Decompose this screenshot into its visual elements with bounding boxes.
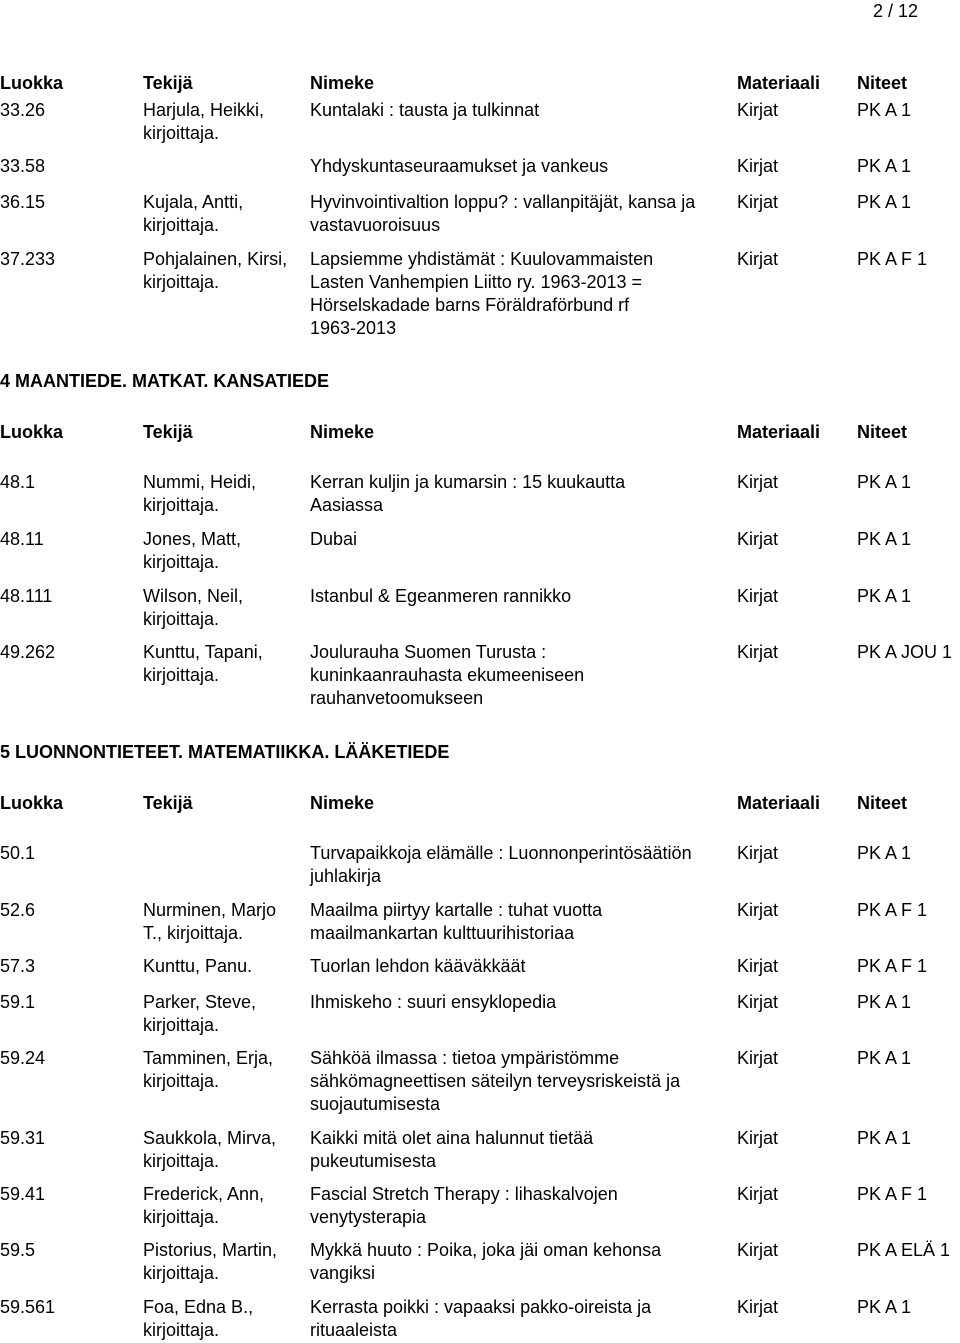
- cell-nimeke-line: Istanbul & Egeanmeren rannikko: [310, 586, 572, 606]
- cell-luokka: 59.41: [0, 1184, 46, 1204]
- cell-nimeke-line: Kuntalaki : tausta ja tulkinnat: [310, 100, 540, 120]
- cell-nimeke-line: Turvapaikkoja elämälle : Luonnonperintösäätiön: [310, 843, 692, 863]
- cell-niteet: PK A 1: [857, 843, 912, 863]
- header-tekija: Tekijä: [143, 73, 193, 93]
- header-materiaali: Materiaali: [737, 73, 821, 93]
- cell-niteet: PK A 1: [857, 156, 912, 176]
- cell-tekija-line: T., kirjoittaja.: [143, 923, 244, 943]
- cell-nimeke-line: vastavuoroisuus: [310, 215, 441, 235]
- cell-luokka: 59.561: [0, 1297, 56, 1317]
- cell-tekija-line: Harjula, Heikki,: [143, 100, 265, 120]
- cell-materiaali: Kirjat: [737, 192, 779, 212]
- cell-tekija-line: Nummi, Heidi,: [143, 472, 257, 492]
- cell-niteet: PK A ELÄ 1: [857, 1240, 951, 1260]
- cell-materiaali: Kirjat: [737, 642, 779, 662]
- cell-niteet: PK A F 1: [857, 956, 928, 976]
- cell-nimeke-line: Fascial Stretch Therapy : lihaskalvojen: [310, 1184, 618, 1204]
- header-niteet: Niteet: [857, 422, 908, 442]
- cell-luokka: 33.58: [0, 156, 46, 176]
- cell-nimeke-line: Yhdyskuntaseuraamukset ja vankeus: [310, 156, 609, 176]
- cell-luokka: 57.3: [0, 956, 36, 976]
- page-number: 2 / 12: [872, 1, 918, 21]
- cell-luokka: 36.15: [0, 192, 46, 212]
- cell-nimeke-line: venytysterapia: [310, 1207, 427, 1227]
- cell-niteet: PK A 1: [857, 586, 912, 606]
- cell-niteet: PK A 1: [857, 1048, 912, 1068]
- cell-niteet: PK A 1: [857, 1297, 912, 1317]
- header-tekija: Tekijä: [143, 422, 193, 442]
- cell-niteet: PK A F 1: [857, 900, 928, 920]
- cell-tekija-line: kirjoittaja.: [143, 215, 220, 235]
- cell-materiaali: Kirjat: [737, 992, 779, 1012]
- cell-tekija-line: Foa, Edna B.,: [143, 1297, 254, 1317]
- cell-niteet: PK A F 1: [857, 249, 928, 269]
- cell-tekija-line: Tamminen, Erja,: [143, 1048, 274, 1068]
- cell-niteet: PK A 1: [857, 992, 912, 1012]
- cell-tekija-line: Kujala, Antti,: [143, 192, 244, 212]
- cell-tekija-line: Saukkola, Mirva,: [143, 1128, 277, 1148]
- header-luokka: Luokka: [0, 73, 64, 93]
- header-nimeke: Nimeke: [310, 793, 375, 813]
- header-luokka: Luokka: [0, 422, 64, 442]
- cell-materiaali: Kirjat: [737, 1184, 779, 1204]
- cell-nimeke-line: Kerran kuljin ja kumarsin : 15 kuukautta: [310, 472, 626, 492]
- cell-niteet: PK A 1: [857, 529, 912, 549]
- cell-niteet: PK A 1: [857, 192, 912, 212]
- cell-nimeke-line: Hörselskadade barns Föräldraförbund rf: [310, 295, 630, 315]
- cell-nimeke-line: Lasten Vanhempien Liitto ry. 1963-2013 =: [310, 272, 643, 292]
- cell-luokka: 59.1: [0, 992, 36, 1012]
- cell-materiaali: Kirjat: [737, 956, 779, 976]
- cell-tekija-line: Kunttu, Tapani,: [143, 642, 263, 662]
- header-tekija: Tekijä: [143, 793, 193, 813]
- cell-nimeke-line: suojautumisesta: [310, 1094, 441, 1114]
- header-niteet: Niteet: [857, 73, 908, 93]
- cell-luokka: 37.233: [0, 249, 56, 269]
- cell-luokka: 48.11: [0, 529, 44, 549]
- section-heading-5: 5 LUONNONTIETEET. MATEMATIIKKA. LÄÄKETIEDE: [0, 742, 450, 762]
- cell-nimeke-line: Aasiassa: [310, 495, 384, 515]
- cell-tekija-line: kirjoittaja.: [143, 552, 220, 572]
- cell-nimeke-line: vangiksi: [310, 1263, 376, 1283]
- cell-materiaali: Kirjat: [737, 1048, 779, 1068]
- cell-tekija-line: Pohjalainen, Kirsi,: [143, 249, 288, 269]
- cell-nimeke-line: Tuorlan lehdon kääväkkäät: [310, 956, 526, 976]
- cell-nimeke-line: Dubai: [310, 529, 358, 549]
- cell-tekija-line: Wilson, Neil,: [143, 586, 244, 606]
- cell-niteet: PK A 1: [857, 100, 912, 120]
- cell-nimeke-line: rituaaleista: [310, 1320, 398, 1340]
- cell-niteet: PK A JOU 1: [857, 642, 953, 662]
- cell-nimeke-line: Maailma piirtyy kartalle : tuhat vuotta: [310, 900, 603, 920]
- cell-tekija-line: kirjoittaja.: [143, 123, 220, 143]
- header-nimeke: Nimeke: [310, 73, 375, 93]
- cell-luokka: 33.26: [0, 100, 46, 120]
- cell-materiaali: Kirjat: [737, 529, 779, 549]
- cell-materiaali: Kirjat: [737, 1128, 779, 1148]
- cell-luokka: 52.6: [0, 900, 36, 920]
- cell-luokka: 50.1: [0, 843, 36, 863]
- cell-nimeke-line: juhlakirja: [310, 866, 382, 886]
- cell-materiaali: Kirjat: [737, 100, 779, 120]
- cell-tekija-line: kirjoittaja.: [143, 665, 220, 685]
- cell-luokka: 59.31: [0, 1128, 46, 1148]
- cell-nimeke-line: kuninkaanrauhasta ekumeeniseen: [310, 665, 585, 685]
- cell-nimeke-line: Lapsiemme yhdistämät : Kuulovammaisten: [310, 249, 654, 269]
- cell-tekija-line: kirjoittaja.: [143, 609, 220, 629]
- cell-materiaali: Kirjat: [737, 249, 779, 269]
- cell-nimeke-line: Hyvinvointivaltion loppu? : vallanpitäjät, kansa ja: [310, 192, 696, 212]
- cell-nimeke-line: 1963-2013: [310, 318, 397, 338]
- cell-tekija-line: kirjoittaja.: [143, 1263, 220, 1283]
- cell-niteet: PK A 1: [857, 1128, 912, 1148]
- header-luokka: Luokka: [0, 793, 64, 813]
- cell-tekija-line: kirjoittaja.: [143, 1071, 220, 1091]
- cell-luokka: 59.5: [0, 1240, 36, 1260]
- cell-nimeke-line: Kerrasta poikki : vapaaksi pakko-oireista ja: [310, 1297, 652, 1317]
- cell-luokka: 48.1: [0, 472, 36, 492]
- cell-niteet: PK A 1: [857, 472, 912, 492]
- header-niteet: Niteet: [857, 793, 908, 813]
- cell-tekija-line: kirjoittaja.: [143, 1207, 220, 1227]
- cell-tekija-line: Frederick, Ann,: [143, 1184, 265, 1204]
- cell-nimeke-line: Joulurauha Suomen Turusta :: [310, 642, 547, 662]
- cell-nimeke-line: pukeutumisesta: [310, 1151, 437, 1171]
- header-nimeke: Nimeke: [310, 422, 375, 442]
- cell-materiaali: Kirjat: [737, 472, 779, 492]
- cell-materiaali: Kirjat: [737, 843, 779, 863]
- cell-materiaali: Kirjat: [737, 156, 779, 176]
- header-materiaali: Materiaali: [737, 793, 821, 813]
- cell-materiaali: Kirjat: [737, 586, 779, 606]
- cell-tekija-line: kirjoittaja.: [143, 1151, 220, 1171]
- cell-tekija-line: kirjoittaja.: [143, 1320, 220, 1340]
- header-materiaali: Materiaali: [737, 422, 821, 442]
- cell-materiaali: Kirjat: [737, 1240, 779, 1260]
- cell-tekija-line: kirjoittaja.: [143, 495, 220, 515]
- cell-nimeke-line: maailmankartan kulttuurihistoriaa: [310, 923, 575, 943]
- cell-nimeke-line: rauhanvetoomukseen: [310, 688, 484, 708]
- cell-luokka: 49.262: [0, 642, 56, 662]
- cell-tekija-line: Kunttu, Panu.: [143, 956, 253, 976]
- section-heading-4: 4 MAANTIEDE. MATKAT. KANSATIEDE: [0, 371, 330, 391]
- cell-luokka: 59.24: [0, 1048, 46, 1068]
- cell-luokka: 48.111: [0, 586, 53, 606]
- cell-nimeke-line: Kaikki mitä olet aina halunnut tietää: [310, 1128, 594, 1148]
- cell-niteet: PK A F 1: [857, 1184, 928, 1204]
- cell-nimeke-line: Ihmiskeho : suuri ensyklopedia: [310, 992, 557, 1012]
- cell-tekija-line: Pistorius, Martin,: [143, 1240, 278, 1260]
- cell-tekija-line: kirjoittaja.: [143, 272, 220, 292]
- cell-tekija-line: Nurminen, Marjo: [143, 900, 277, 920]
- cell-tekija-line: Parker, Steve,: [143, 992, 257, 1012]
- cell-materiaali: Kirjat: [737, 900, 779, 920]
- cell-tekija-line: Jones, Matt,: [143, 529, 242, 549]
- cell-tekija-line: kirjoittaja.: [143, 1015, 220, 1035]
- cell-nimeke-line: Mykkä huuto : Poika, joka jäi oman kehonsa: [310, 1240, 662, 1260]
- cell-nimeke-line: sähkömagneettisen säteilyn terveysriskeistä ja: [310, 1071, 681, 1091]
- cell-materiaali: Kirjat: [737, 1297, 779, 1317]
- cell-nimeke-line: Sähköä ilmassa : tietoa ympäristömme: [310, 1048, 620, 1068]
